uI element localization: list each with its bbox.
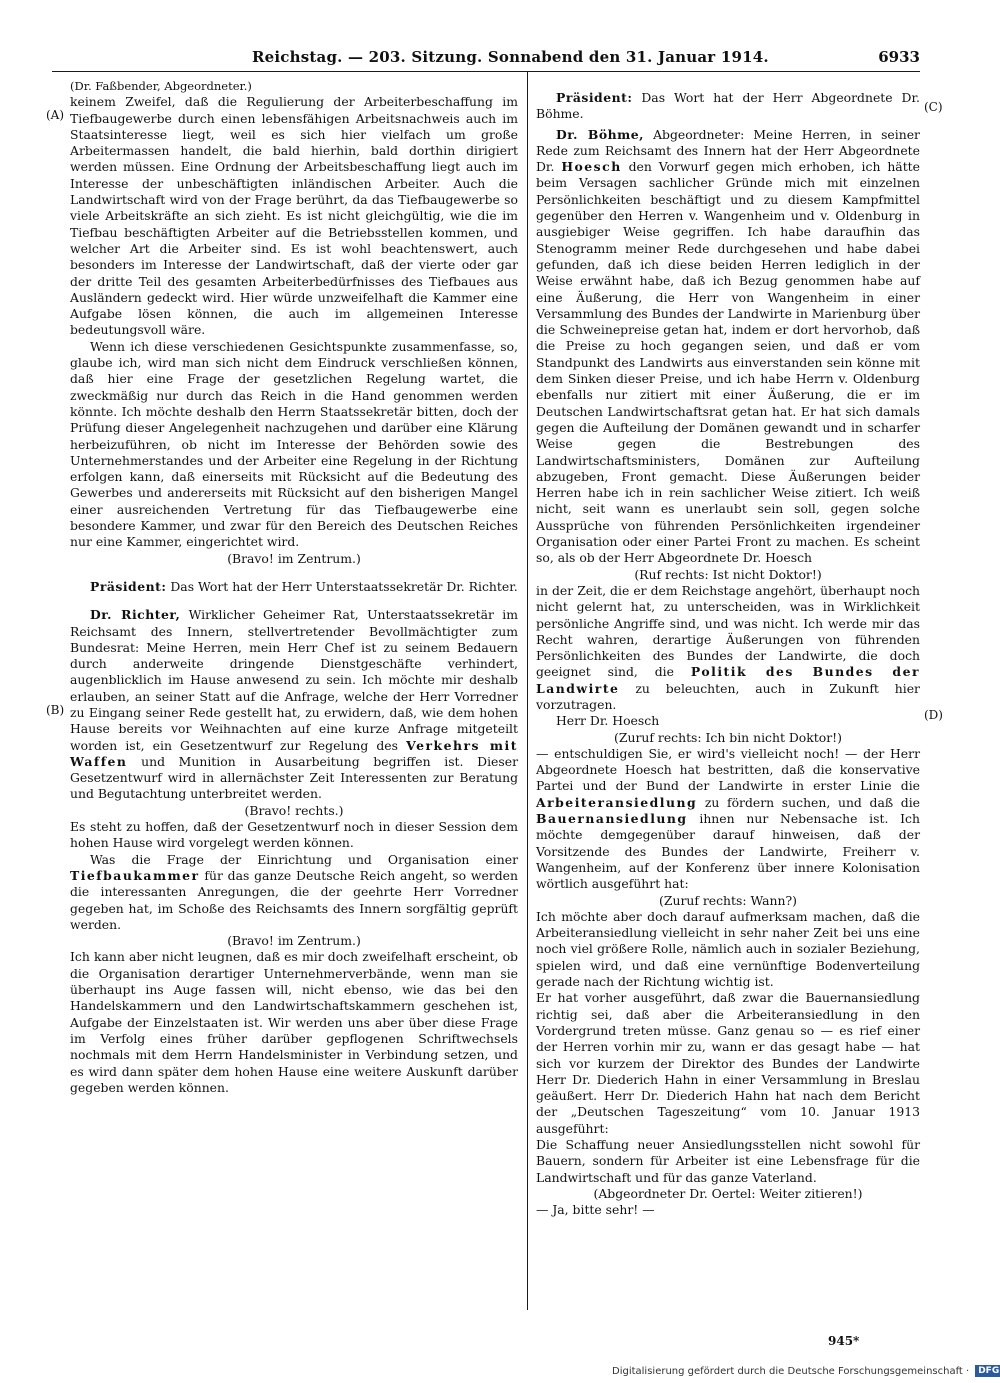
paragraph: Herr Dr. Hoesch xyxy=(556,713,660,729)
speech-text: zu fördern suchen, und daß die xyxy=(704,794,920,810)
speech-text: in der Zeit, die er dem Reichstage angehört, überhaupt noch nicht gelernt hat, zu unterscheiden, was in Wirklichkeit persönliche Angriffe sind, und was nicht. Ich werde mir das Recht wahren, derartige Äußerungen von führenden Persönlichkeiten des Bundes der Landwirte, die doch geeignet sind, die xyxy=(536,582,920,680)
spacer xyxy=(70,595,518,607)
paragraph: keinem Zweifel, daß die Regulierung der Arbeiterbeschaffung im Tiefbaugewerbe durch einen lebensfähigen Arbeitsnachweis auch im Staatsinteresse liegt, weil es sich hier vielfach um große Arbeitermassen handelt, die bald hierhin, bald dorthin dirigiert werden müssen. Eine Ordnung der Arbeitsbeschaffung liegt auch im Interesse der unbeschäftigten inländischen Arbeiter. Auch die Landwirtschaft wird von der Frage berührt, da das Tiefbaugewerbe so viele Arbeitskräfte an sich zieht. Es ist nicht gleichgültig, wie die im Tiefbau beschäftigten Arbeiter auf die Betriebsstellen kommen, und welcher Art die Arbeiter sind. Es ist wohl beachtenswert, auch besonders im Interesse der Landwirtschaft, daß der vierte oder gar der dritte Teil des gesamten Arbeiterbedürfnisses des Tiefbaues aus Ausländern gedeckt wird. Hier würde unzweifelhaft die Kammer eine Aufgabe lösen können, die auch im allgemeinen Interesse bedeutungsvoll wäre. xyxy=(70,94,518,338)
speech-text: Was die Frage der Einrichtung und Organisation einer xyxy=(90,851,518,867)
margin-marker-b: (B) xyxy=(46,703,65,717)
speech-text: den Vorwurf gegen mich erhoben, ich hätte beim Versagen sachlicher Gründe mich mit einzelnen Persönlichkeiten beschäftigt und zu diesem Kampfmittel gegenüber den Herren v. Wangenheim und v. Oldenburg in ausgiebiger Weise gegriffen. Ich habe daraufhin das Stenogramm meiner Rede durchgesehen und habe dabei gefunden, daß ich diese beiden Herren lediglich in der Weise erwähnt habe, daß ich Bezug genommen habe auf eine Äußerung, die Herr von Wangenheim in einer Versammlung des Bundes der Landwirte in Marienburg über die Schweinepreise getan hat, indem er dort hervorhob, daß die Preise zu hoch gegangen seien, und daß er vom Standpunkt des Landwirts aus einverstanden sein könne mit dem Sinken dieser Preise, und ich habe Herrn v. Oldenburg ebenfalls nur zitiert mit einer Äußerung, die er im Deutschen Landwirtschaftsrat getan hat. Er hat sich damals gegen die Aufteilung der Domänen gewandt und in scharfer Weise gegen die Bestrebungen des Landwirtschaftsministers, Domänen zur Aufteilung abzugeben, Front gemacht. Diese Äußerungen beider Herren habe ich in rein sachlicher Weise zitiert. Ich weiß nicht, seit wann es unerlaubt sein soll, gegen solche Aussprüche von führenden Persönlichkeiten irgendeiner Organisation oder einer Partei Front zu machen. Es scheint so, als ob der Herr Abgeordnete Dr. Hoesch xyxy=(536,159,920,566)
speech-text: Das Wort hat der Herr Unterstaatssekretär Dr. Richter. xyxy=(170,578,518,594)
dfg-logo: DFG xyxy=(975,1365,1000,1377)
page-header xyxy=(52,44,920,70)
speech-text: zu beleuchten, auch in Zukunft hier vorzutragen. xyxy=(536,680,920,712)
footer-text: Digitalisierung gefördert durch die Deutsche Forschungsgemeinschaft · xyxy=(612,1366,970,1377)
margin-marker-c: (C) xyxy=(924,100,943,114)
running-title: Reichstag. — 203. Sitzung. Sonnabend den 31. Januar 1914. xyxy=(252,48,769,66)
speech-text: Das Wort hat der Herr Abgeordnete Dr. Böhme. xyxy=(536,90,920,122)
paragraph: — Ja, bitte sehr! — xyxy=(536,1202,655,1218)
speaker-name: Präsident: xyxy=(90,578,167,594)
interjection: (Bravo! rechts.) xyxy=(244,802,344,818)
interjection: (Bravo! im Zentrum.) xyxy=(227,933,361,949)
margin-marker-d: (D) xyxy=(924,708,943,722)
speaker-paragraph xyxy=(536,90,920,123)
column-divider xyxy=(527,72,528,1310)
continuation-label: (Dr. Faßbender, Abgeordneter.) xyxy=(70,79,252,93)
speech-text: für das ganze Deutsche Reich angeht, so werden die interessanten Anregungen, die der geehrte Herr Vorredner gegeben hat, im Schoße des Reichsamts des Innern sorgfältig geprüft werden. xyxy=(70,867,518,932)
interjection: (Ruf rechts: Ist nicht Doktor!) xyxy=(634,566,822,582)
paragraph: Ich kann aber nicht leugnen, daß es mir doch zweifelhaft erscheint, ob die Organisation derartiger Unternehmerverbände, wenn man sie überhaupt ins Auge fassen will, nicht ebenso, wie das bei den Handelskammern und den Landwirtschaftskammern geschehen ist, Aufgabe der Einzelstaaten ist. Wir werden uns aber über diese Frage im Verfolg eines früher darüber gepflogenen Schriftwechsels nochmals mit dem Herrn Handelsminister in Verbindung setzen, und es wird dann später dem hohen Hause eine weitere Auskunft darüber gegeben werden können. xyxy=(70,949,518,1095)
header-rule xyxy=(52,71,920,72)
paragraph xyxy=(536,583,920,713)
paragraph: Wenn ich diese verschiedenen Gesichtspunkte zusammenfasse, so, glaube ich, wird man sich nicht dem Eindruck verschließen können, daß hier eine Frage der gesetzlichen Regelung wartet, die zweckmäßig nur durch das Reich in die Hand genommen werden könnte. Ich möchte deshalb den Herrn Staatssekretär bitten, doch der Prüfung dieser Angelegenheit nachzugehen und darüber eine Klärung herbeizuführen, ob nicht im Interesse der Behörden sowie des Unternehmerstandes und der Arbeiter eine Regelung in der Richtung erfolgen kann, daß einerseits mit Rücksicht auf die Bedeutung des Gewerbes und andererseits mit Rücksicht auf den bisherigen Mangel einer ausreichenden Vertretung für das Tiefbaugewerbe eine besondere Kammer, und zwar für den Bereich des Deutschen Reiches nur eine Kammer, eingerichtet wird. xyxy=(70,338,518,550)
speaker-name: Präsident: xyxy=(556,90,633,105)
paragraph: Es steht zu hoffen, daß der Gesetzentwurf noch in dieser Session dem hohen Hause wird vorgelegt werden können. xyxy=(70,819,518,851)
interjection: (Zuruf rechts: Ich bin nicht Doktor!) xyxy=(614,729,842,745)
interjection: (Zuruf rechts: Wann?) xyxy=(659,892,797,908)
paragraph: Er hat vorher ausgeführt, daß zwar die Bauernansiedlung richtig sei, daß aber die Arbeiteransiedlung in den Vordergrund treten müsse. Ganz genau so — es rief einer der Herren vorhin mir zu, wann er das gesagt habe — hat sich vor kurzem der Direktor des Bundes der Landwirte Herr Dr. Diederich Hahn in einer Versammlung in Breslau geäußert. Herr Dr. Diederich Hahn hat nach dem Bericht der „Deutschen Tageszeitung“ vom 10. Januar 1913 ausgeführt: xyxy=(536,990,920,1136)
signature-mark: 945* xyxy=(828,1334,860,1348)
emphasis-text: Verkehrs mit Waffen xyxy=(70,737,518,769)
speaker-paragraph xyxy=(536,127,920,567)
speech-text: — entschuldigen Sie, er wird's vielleicht noch! — der Herr Abgeordnete Hoesch hat bestritten, daß die konservative Partei und der Bund der Landwirte in erster Linie die xyxy=(536,745,920,794)
speech-text: Wirklicher Geheimer Rat, Unterstaatssekretär im Reichsamt des Innern, stellvertretender Bevollmächtigter zum Bundesrat: Meine Herren, mein Herr Chef ist zu seinem Bedauern durch anderweite dringende Dienstgeschäfte verhindert, augenblicklich im Hause anwesend zu sein. Ich möchte mir deshalb erlauben, an seiner Statt auf die Anfrage, welche der Herr Vorredner zu Eingang seiner Rede gestellt hat, zu erwidern, daß, wie dem hohen Hause bereits vor Weihnachten auf eine kurze Anfrage mitgeteilt worden ist, ein Gesetzentwurf zur Regelung des xyxy=(70,607,518,753)
speaker-paragraph xyxy=(70,579,518,595)
block-quote: Ich möchte aber doch darauf aufmerksam machen, daß die Arbeiteransiedlung vielleicht in sehr naher Zeit bei uns eine noch viel größere Rolle, nämlich auch in sozialer Beziehung, spielen wird, und daß eine vernünftige Bodenverteilung gerade nach der Richtung wichtig ist. xyxy=(536,908,920,990)
block-quote: Die Schaffung neuer Ansiedlungsstellen nicht sowohl für Bauern, sondern für Arbeiter ist eine Lebensfrage für die Landwirtschaft und für das ganze Vaterland. xyxy=(536,1137,920,1185)
right-column xyxy=(536,78,920,1218)
speech-text: ihnen nur Nebensache ist. Ich möchte demgegenüber darauf hinweisen, daß der Vorsitzende des Bundes der Landwirte, Freiherr v. Wangenheim, auf der Konferenz über innere Kolonisation wörtlich ausgeführt hat: xyxy=(536,811,920,892)
emphasis-text: Bauernansiedlung xyxy=(536,811,688,827)
emphasis-text: Tiefbaukammer xyxy=(70,867,200,883)
paragraph xyxy=(70,852,518,933)
emphasis-text: Politik des Bundes der Landwirte xyxy=(536,664,920,696)
page-number: 6933 xyxy=(878,48,920,66)
speaker-paragraph xyxy=(70,607,518,803)
interjection: (Bravo! im Zentrum.) xyxy=(227,550,361,566)
footer xyxy=(612,1365,1000,1377)
interjection: (Abgeordneter Dr. Oertel: Weiter zitieren!) xyxy=(593,1185,863,1201)
speaker-name: Dr. Richter, xyxy=(90,607,181,623)
spacer xyxy=(70,567,518,579)
speaker-name: Dr. Böhme, xyxy=(556,126,644,142)
speech-text: und Munition in Ausarbeitung begriffen ist. Dieser Gesetzentwurf wird in allernächster Zeit Interessenten zur Beratung und Begutachtung unterbreitet werden. xyxy=(70,753,518,802)
speech-text: Abgeordneter: Meine Herren, in seiner Rede zum Reichsamt des Innern hat der Herr Abgeordnete Dr. xyxy=(536,126,920,175)
paragraph xyxy=(536,746,920,893)
spacer xyxy=(536,78,920,90)
emphasis-text: Arbeiteransiedlung xyxy=(536,794,698,810)
emphasis-text: Hoesch xyxy=(561,159,622,175)
left-column xyxy=(70,78,518,1096)
margin-marker-a: (A) xyxy=(46,108,65,122)
